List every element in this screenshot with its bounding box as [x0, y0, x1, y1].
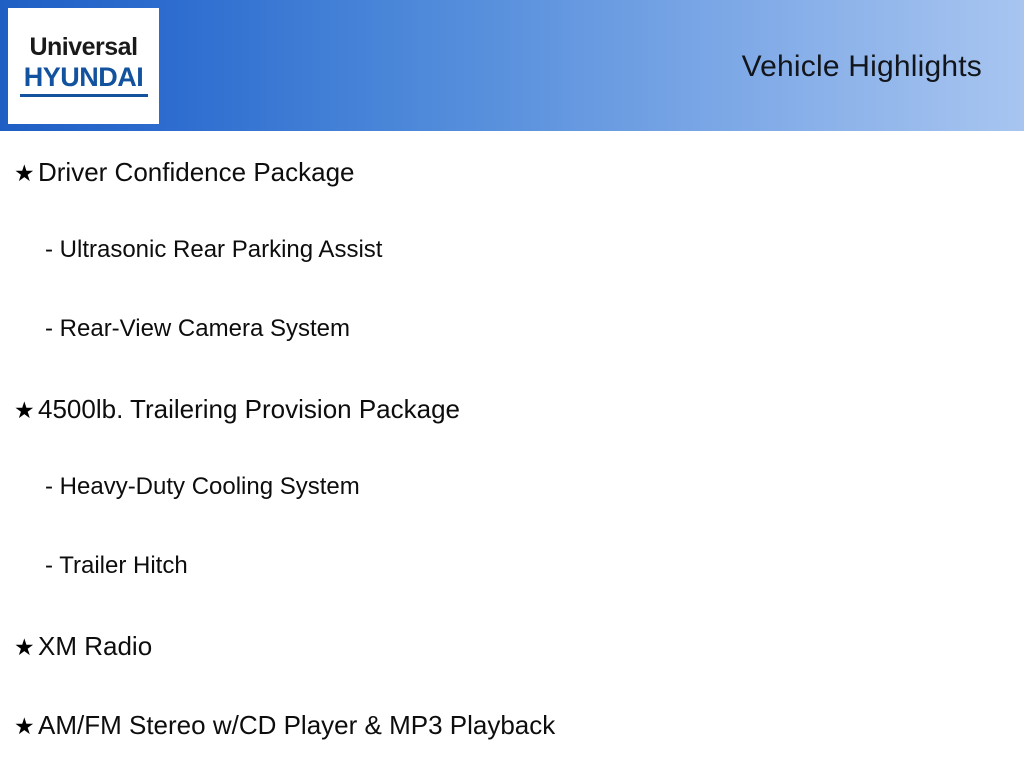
list-item-label: Driver Confidence Package	[38, 157, 355, 187]
list-item	[14, 633, 152, 659]
list-item-label: - Heavy-Duty Cooling System	[45, 473, 360, 500]
list-item-label: - Trailer Hitch	[45, 552, 188, 579]
list-item-label: - Rear-View Camera System	[45, 315, 350, 342]
list-item-label: - Ultrasonic Rear Parking Assist	[45, 236, 383, 263]
list-item	[14, 712, 555, 738]
logo-underline	[20, 94, 148, 97]
list-item	[14, 396, 460, 422]
list-item	[14, 317, 350, 341]
star-icon: ★	[14, 160, 35, 186]
list-item-label: 4500lb. Trailering Provision Package	[38, 394, 461, 424]
list-item	[14, 159, 355, 185]
list-item-label: XM Radio	[38, 631, 153, 661]
list-item	[14, 554, 188, 578]
star-icon: ★	[14, 713, 35, 739]
logo-universal-text: Universal	[29, 33, 138, 61]
page-title: Vehicle Highlights	[741, 50, 982, 83]
bullet-list	[0, 131, 1024, 768]
dealer-logo	[8, 8, 159, 124]
star-icon: ★	[14, 634, 35, 660]
list-item-label: AM/FM Stereo w/CD Player & MP3 Playback	[38, 710, 556, 740]
logo-hyundai-text: HYUNDAI	[23, 62, 144, 92]
list-item	[14, 475, 360, 499]
star-icon: ★	[14, 397, 35, 423]
list-item	[14, 238, 382, 262]
